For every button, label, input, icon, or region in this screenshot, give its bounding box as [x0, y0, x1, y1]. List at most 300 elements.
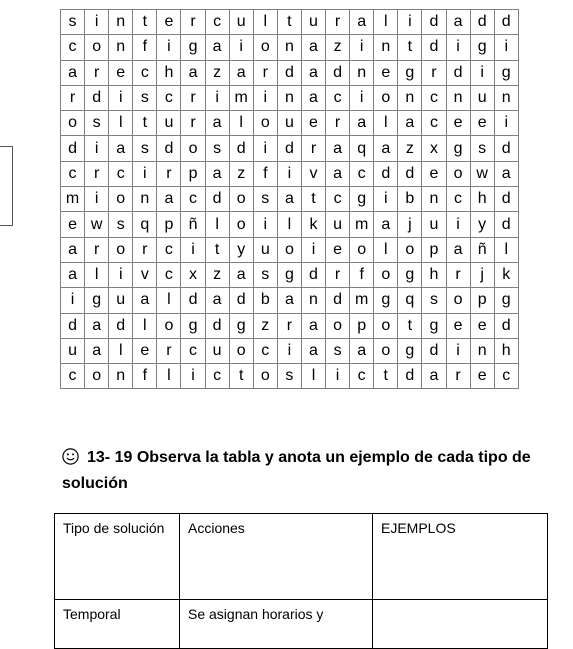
grid-cell: o	[229, 187, 253, 212]
grid-cell: r	[181, 10, 205, 35]
grid-cell: e	[374, 60, 398, 85]
grid-cell: a	[229, 60, 253, 85]
grid-cell: m	[229, 85, 253, 110]
grid-cell: w	[85, 212, 109, 237]
grid-cell: c	[133, 60, 157, 85]
grid-cell: o	[229, 338, 253, 363]
grid-cell: e	[301, 111, 325, 136]
grid-cell: c	[181, 338, 205, 363]
grid-cell: a	[350, 111, 374, 136]
grid-cell: a	[326, 136, 350, 161]
grid-cell: a	[205, 161, 229, 186]
grid-cell: o	[253, 111, 277, 136]
grid-cell: ñ	[181, 212, 205, 237]
grid-cell: d	[157, 136, 181, 161]
grid-cell: o	[157, 313, 181, 338]
grid-cell: l	[85, 262, 109, 287]
grid-cell: i	[253, 85, 277, 110]
grid-cell: d	[229, 136, 253, 161]
grid-cell: u	[277, 111, 301, 136]
grid-cell: c	[350, 364, 374, 389]
grid-cell: g	[277, 262, 301, 287]
grid-cell: r	[157, 161, 181, 186]
grid-cell: o	[350, 237, 374, 262]
grid-cell: o	[446, 288, 470, 313]
grid-cell: o	[374, 313, 398, 338]
grid-cell: r	[181, 111, 205, 136]
grid-cell: o	[446, 161, 470, 186]
grid-cell: a	[374, 136, 398, 161]
grid-cell: c	[350, 161, 374, 186]
grid-cell: d	[61, 136, 85, 161]
grid-cell: d	[422, 35, 446, 60]
grid-cell: a	[494, 161, 518, 186]
grid-cell: d	[494, 212, 518, 237]
grid-cell: g	[470, 35, 494, 60]
grid-cell: l	[374, 111, 398, 136]
grid-cell: l	[229, 111, 253, 136]
grid-cell: u	[470, 85, 494, 110]
grid-cell: g	[85, 288, 109, 313]
table-header-row	[55, 514, 548, 600]
grid-cell: a	[205, 35, 229, 60]
grid-cell: r	[326, 10, 350, 35]
header-tipo: Tipo de solución	[55, 514, 180, 600]
grid-cell: i	[494, 111, 518, 136]
grid-cell: e	[157, 10, 181, 35]
grid-cell: v	[301, 161, 325, 186]
grid-cell: a	[301, 338, 325, 363]
margin-box	[0, 146, 13, 226]
grid-cell: i	[253, 212, 277, 237]
grid-cell: z	[205, 60, 229, 85]
grid-cell: c	[253, 338, 277, 363]
grid-cell: n	[109, 364, 133, 389]
grid-cell: s	[422, 288, 446, 313]
grid-cell: t	[133, 111, 157, 136]
grid-cell: o	[374, 85, 398, 110]
grid-cell: d	[470, 10, 494, 35]
grid-cell: i	[350, 85, 374, 110]
grid-cell: o	[109, 237, 133, 262]
grid-cell: d	[61, 313, 85, 338]
grid-cell: a	[374, 212, 398, 237]
grid-cell: e	[470, 313, 494, 338]
grid-cell: p	[157, 212, 181, 237]
grid-cell: g	[422, 313, 446, 338]
grid-cell: q	[398, 288, 422, 313]
grid-cell: i	[109, 262, 133, 287]
grid-cell: i	[133, 161, 157, 186]
grid-cell: u	[109, 288, 133, 313]
grid-cell: i	[446, 338, 470, 363]
grid-row	[61, 237, 519, 262]
grid-cell: o	[277, 237, 301, 262]
grid-row	[61, 288, 519, 313]
word-search-grid	[60, 9, 519, 389]
grid-cell: o	[61, 111, 85, 136]
grid-row	[61, 364, 519, 389]
grid-cell: m	[61, 187, 85, 212]
grid-cell: d	[422, 10, 446, 35]
task-text: 13- 19 Observa la tabla y anota un ejemplo de cada tipo de solución	[62, 449, 531, 492]
grid-cell: a	[205, 111, 229, 136]
grid-cell: d	[494, 136, 518, 161]
grid-cell: i	[446, 212, 470, 237]
grid-cell: v	[133, 262, 157, 287]
grid-cell: c	[157, 262, 181, 287]
grid-cell: d	[205, 187, 229, 212]
grid-cell: s	[277, 364, 301, 389]
grid-cell: o	[253, 364, 277, 389]
grid-cell: p	[181, 161, 205, 186]
grid-cell: i	[109, 85, 133, 110]
grid-cell: a	[301, 313, 325, 338]
grid-cell: e	[446, 111, 470, 136]
grid-cell: w	[470, 161, 494, 186]
grid-cell: l	[494, 237, 518, 262]
grid-cell: c	[157, 85, 181, 110]
grid-row	[61, 35, 519, 60]
grid-cell: r	[446, 262, 470, 287]
grid-cell: l	[157, 364, 181, 389]
grid-cell: y	[470, 212, 494, 237]
grid-cell: o	[374, 262, 398, 287]
grid-cell: a	[422, 364, 446, 389]
grid-cell: d	[277, 136, 301, 161]
grid-cell: a	[61, 262, 85, 287]
grid-cell: r	[326, 262, 350, 287]
grid-cell: i	[85, 10, 109, 35]
grid-cell: l	[374, 10, 398, 35]
grid-cell: c	[61, 35, 85, 60]
grid-cell: z	[398, 136, 422, 161]
grid-row	[61, 111, 519, 136]
grid-cell: o	[85, 364, 109, 389]
grid-cell: g	[398, 338, 422, 363]
grid-cell: i	[350, 35, 374, 60]
grid-cell: d	[398, 364, 422, 389]
grid-cell: d	[398, 161, 422, 186]
grid-row	[61, 212, 519, 237]
grid-cell: f	[350, 262, 374, 287]
grid-cell: i	[181, 237, 205, 262]
grid-cell: n	[422, 187, 446, 212]
grid-cell: o	[253, 35, 277, 60]
grid-cell: k	[301, 212, 325, 237]
grid-cell: q	[133, 212, 157, 237]
grid-cell: n	[277, 85, 301, 110]
grid-cell: i	[326, 364, 350, 389]
grid-cell: d	[181, 288, 205, 313]
grid-cell: z	[326, 35, 350, 60]
grid-cell: a	[205, 288, 229, 313]
header-ejemplos: EJEMPLOS	[373, 514, 548, 600]
grid-cell: u	[61, 338, 85, 363]
grid-cell: a	[61, 237, 85, 262]
grid-cell: a	[398, 111, 422, 136]
grid-cell: a	[350, 10, 374, 35]
grid-cell: i	[85, 136, 109, 161]
grid-cell: t	[398, 313, 422, 338]
grid-cell: l	[253, 10, 277, 35]
cell-ejemplos[interactable]	[373, 600, 548, 649]
grid-cell: i	[61, 288, 85, 313]
grid-row	[61, 85, 519, 110]
grid-cell: b	[398, 187, 422, 212]
grid-cell: s	[470, 136, 494, 161]
grid-cell: r	[326, 111, 350, 136]
grid-cell: r	[85, 237, 109, 262]
grid-cell: n	[109, 35, 133, 60]
grid-cell: h	[494, 338, 518, 363]
cell-acciones: Se asignan horarios y	[180, 600, 373, 649]
grid-cell: d	[301, 262, 325, 287]
grid-cell: s	[133, 136, 157, 161]
grid-cell: d	[494, 187, 518, 212]
grid-cell: l	[109, 111, 133, 136]
grid-cell: a	[109, 136, 133, 161]
grid-cell: i	[470, 60, 494, 85]
grid-cell: i	[253, 136, 277, 161]
grid-cell: u	[157, 111, 181, 136]
grid-cell: n	[133, 187, 157, 212]
grid-cell: e	[422, 161, 446, 186]
grid-cell: u	[253, 237, 277, 262]
grid-cell: i	[85, 187, 109, 212]
grid-cell: t	[398, 35, 422, 60]
grid-cell: r	[253, 60, 277, 85]
grid-cell: i	[301, 237, 325, 262]
grid-cell: c	[422, 111, 446, 136]
grid-cell: c	[326, 85, 350, 110]
grid-cell: l	[301, 364, 325, 389]
grid-cell: a	[277, 288, 301, 313]
grid-row	[61, 60, 519, 85]
grid-cell: s	[253, 262, 277, 287]
grid-cell: c	[446, 187, 470, 212]
grid-cell: f	[253, 161, 277, 186]
grid-cell: e	[109, 60, 133, 85]
grid-cell: e	[470, 364, 494, 389]
grid-cell: f	[133, 364, 157, 389]
grid-cell: e	[133, 338, 157, 363]
grid-cell: c	[494, 364, 518, 389]
grid-cell: y	[229, 237, 253, 262]
grid-cell: d	[326, 60, 350, 85]
grid-cell: g	[181, 35, 205, 60]
grid-cell: l	[374, 237, 398, 262]
grid-cell: k	[494, 262, 518, 287]
grid-cell: n	[277, 35, 301, 60]
grid-cell: j	[470, 262, 494, 287]
grid-cell: a	[133, 288, 157, 313]
grid-cell: n	[109, 10, 133, 35]
grid-cell: l	[157, 288, 181, 313]
smiley-icon	[62, 448, 79, 472]
grid-cell: s	[205, 136, 229, 161]
grid-cell: r	[277, 313, 301, 338]
grid-cell: d	[326, 288, 350, 313]
grid-cell: n	[350, 60, 374, 85]
header-acciones: Acciones	[180, 514, 373, 600]
grid-cell: c	[157, 237, 181, 262]
grid-cell: r	[85, 161, 109, 186]
grid-cell: c	[61, 364, 85, 389]
grid-row	[61, 187, 519, 212]
grid-cell: a	[301, 85, 325, 110]
grid-cell: z	[205, 262, 229, 287]
grid-cell: x	[181, 262, 205, 287]
grid-cell: o	[229, 212, 253, 237]
grid-cell: r	[85, 60, 109, 85]
grid-cell: n	[494, 85, 518, 110]
grid-cell: r	[181, 85, 205, 110]
grid-cell: h	[470, 187, 494, 212]
grid-cell: d	[205, 313, 229, 338]
grid-cell: d	[494, 10, 518, 35]
grid-row	[61, 313, 519, 338]
grid-cell: t	[133, 10, 157, 35]
grid-row	[61, 136, 519, 161]
grid-cell: m	[350, 288, 374, 313]
grid-cell: e	[61, 212, 85, 237]
grid-cell: ñ	[470, 237, 494, 262]
grid-cell: d	[277, 60, 301, 85]
grid-cell: e	[470, 111, 494, 136]
solutions-table	[54, 513, 548, 649]
grid-cell: n	[374, 35, 398, 60]
grid-cell: n	[301, 288, 325, 313]
grid-cell: r	[133, 237, 157, 262]
grid-cell: e	[446, 313, 470, 338]
grid-cell: o	[85, 35, 109, 60]
grid-cell: l	[277, 212, 301, 237]
grid-cell: d	[494, 313, 518, 338]
grid-cell: r	[157, 338, 181, 363]
grid-cell: s	[109, 212, 133, 237]
grid-cell: s	[133, 85, 157, 110]
grid-cell: c	[109, 161, 133, 186]
grid-cell: i	[157, 35, 181, 60]
grid-cell: i	[181, 364, 205, 389]
grid-cell: g	[350, 187, 374, 212]
grid-cell: g	[398, 60, 422, 85]
cell-tipo: Temporal	[55, 600, 180, 649]
grid-cell: n	[398, 85, 422, 110]
grid-cell: o	[109, 187, 133, 212]
grid-cell: o	[374, 338, 398, 363]
grid-cell: n	[470, 338, 494, 363]
grid-cell: u	[422, 212, 446, 237]
grid-cell: p	[422, 237, 446, 262]
grid-cell: u	[301, 10, 325, 35]
grid-cell: a	[446, 237, 470, 262]
grid-cell: n	[446, 85, 470, 110]
grid-cell: j	[398, 212, 422, 237]
grid-cell: a	[301, 60, 325, 85]
grid-cell: a	[301, 35, 325, 60]
grid-cell: a	[229, 262, 253, 287]
grid-cell: d	[422, 338, 446, 363]
grid-cell: u	[326, 212, 350, 237]
grid-cell: o	[398, 237, 422, 262]
grid-cell: a	[181, 60, 205, 85]
grid-cell: l	[205, 212, 229, 237]
grid-cell: t	[205, 237, 229, 262]
table-row	[55, 600, 548, 649]
grid-cell: a	[446, 10, 470, 35]
grid-cell: e	[326, 237, 350, 262]
grid-cell: z	[229, 161, 253, 186]
grid-cell: z	[253, 313, 277, 338]
grid-cell: c	[61, 161, 85, 186]
grid-cell: t	[301, 187, 325, 212]
grid-cell: r	[446, 364, 470, 389]
grid-cell: g	[494, 288, 518, 313]
grid-cell: s	[61, 10, 85, 35]
grid-cell: s	[326, 338, 350, 363]
grid-cell: i	[374, 187, 398, 212]
grid-cell: b	[253, 288, 277, 313]
grid-cell: l	[133, 313, 157, 338]
grid-cell: s	[253, 187, 277, 212]
grid-cell: o	[181, 136, 205, 161]
grid-cell: d	[85, 85, 109, 110]
grid-cell: c	[326, 187, 350, 212]
grid-row	[61, 161, 519, 186]
grid-cell: a	[277, 187, 301, 212]
grid-cell: i	[446, 35, 470, 60]
grid-cell: c	[181, 187, 205, 212]
grid-cell: g	[398, 262, 422, 287]
task-instruction	[62, 446, 532, 495]
grid-cell: g	[494, 60, 518, 85]
grid-cell: c	[422, 85, 446, 110]
grid-cell: t	[277, 10, 301, 35]
grid-cell: g	[229, 313, 253, 338]
grid-cell: t	[374, 364, 398, 389]
grid-cell: c	[205, 10, 229, 35]
grid-cell: o	[326, 313, 350, 338]
grid-cell: a	[157, 187, 181, 212]
grid-cell: f	[133, 35, 157, 60]
grid-cell: s	[85, 111, 109, 136]
grid-cell: r	[301, 136, 325, 161]
grid-cell: d	[374, 161, 398, 186]
grid-cell: a	[85, 338, 109, 363]
grid-cell: m	[350, 212, 374, 237]
grid-cell: u	[205, 338, 229, 363]
grid-cell: i	[277, 338, 301, 363]
grid-cell: d	[446, 60, 470, 85]
grid-cell: p	[470, 288, 494, 313]
grid-cell: r	[61, 85, 85, 110]
grid-cell: x	[422, 136, 446, 161]
grid-cell: g	[446, 136, 470, 161]
grid-cell: t	[229, 364, 253, 389]
grid-cell: i	[494, 35, 518, 60]
grid-cell: d	[109, 313, 133, 338]
grid-cell: a	[85, 313, 109, 338]
grid-row	[61, 338, 519, 363]
grid-cell: l	[109, 338, 133, 363]
grid-cell: i	[229, 35, 253, 60]
grid-cell: a	[326, 161, 350, 186]
grid-cell: c	[205, 364, 229, 389]
grid-cell: a	[61, 60, 85, 85]
grid-cell: i	[398, 10, 422, 35]
